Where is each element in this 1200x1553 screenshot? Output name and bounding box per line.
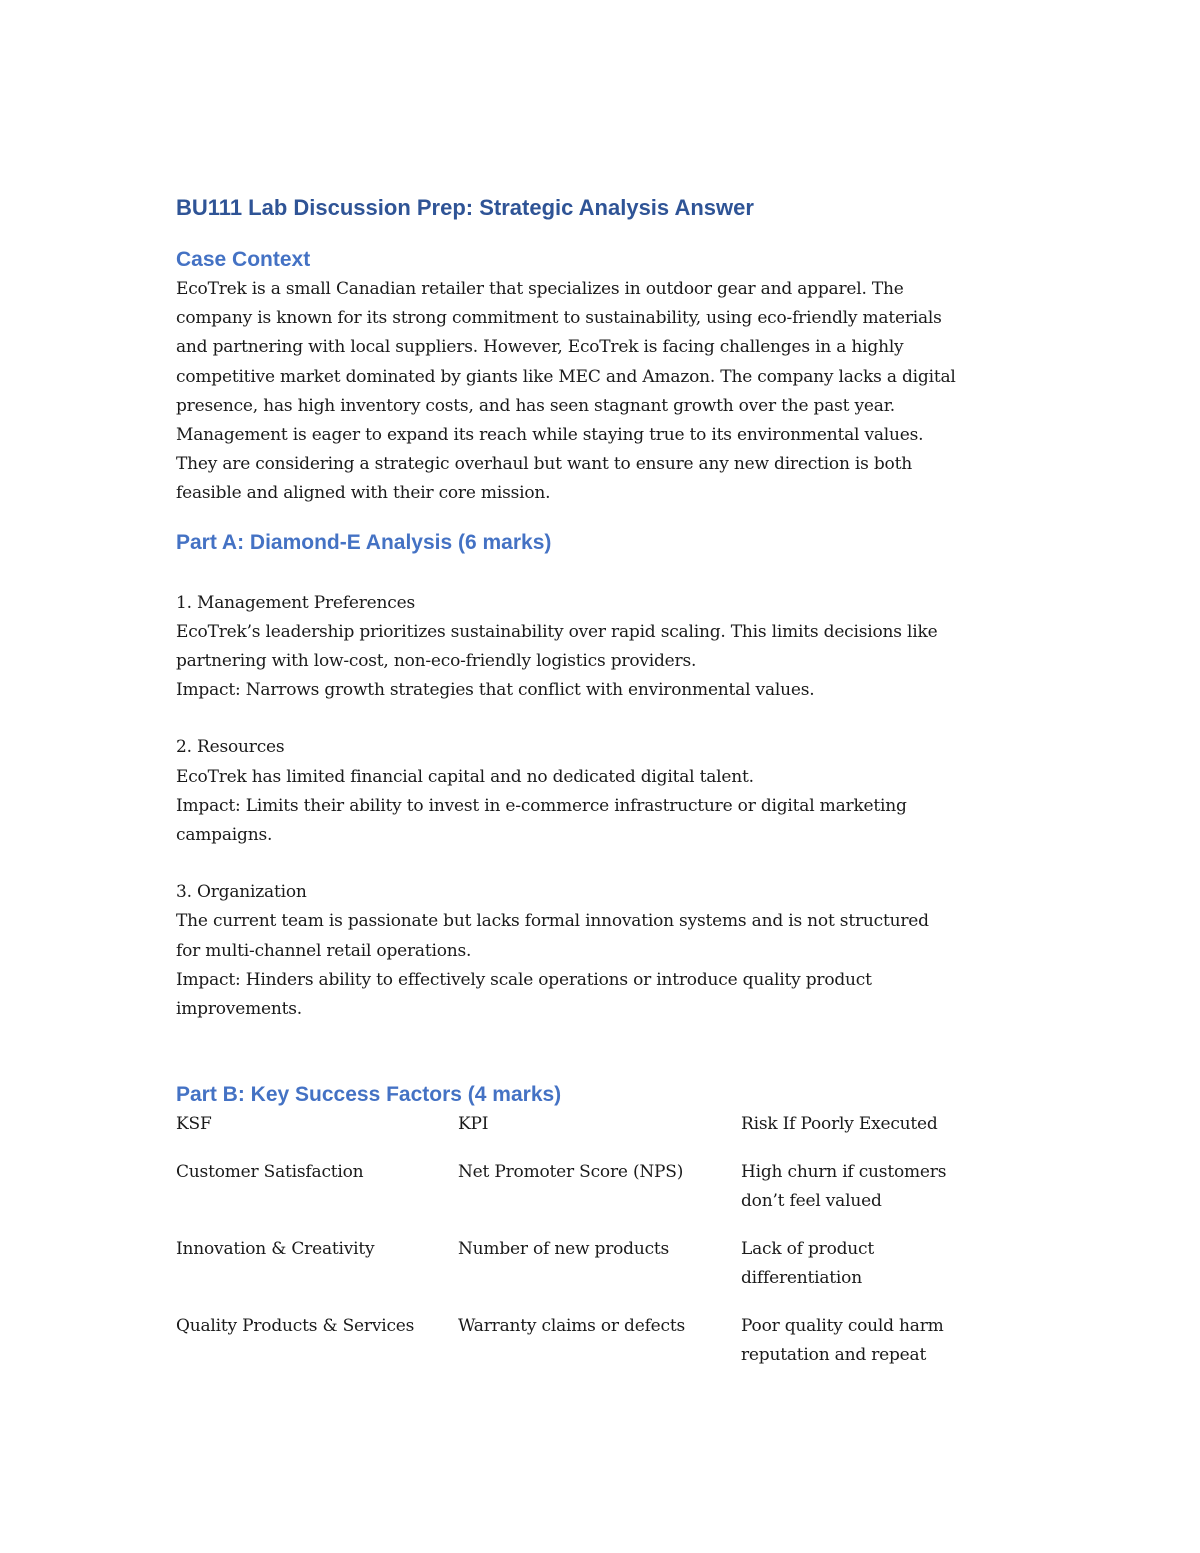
item-line: for multi-channel retail operations.	[176, 940, 472, 961]
risk-cell	[741, 1158, 1036, 1216]
item-impact: Impact: Narrows growth strategies that conflict with environmental values.	[176, 680, 815, 701]
risk-line: differentiation	[741, 1268, 862, 1289]
item-line: EcoTrek has limited financial capital and no dedicated digital talent.	[176, 766, 754, 787]
kpi-cell: Number of new products	[458, 1239, 670, 1260]
paragraph-line: competitive market dominated by giants like MEC and Amazon. The company lacks a digital	[176, 366, 956, 387]
paragraph-line: Management is eager to expand its reach while staying true to its environmental values.	[176, 425, 924, 446]
risk-line: reputation and repeat	[741, 1345, 927, 1366]
risk-line: don’t feel valued	[741, 1191, 882, 1212]
paragraph-line: and partnering with local suppliers. However, EcoTrek is facing challenges in a highly	[176, 337, 904, 358]
document-content	[176, 190, 1036, 1370]
column-header-kpi: KPI	[458, 1114, 489, 1135]
document-title: BU111 Lab Discussion Prep: Strategic Analysis Answer	[176, 195, 754, 220]
column-header-risk: Risk If Poorly Executed	[741, 1114, 938, 1135]
kpi-cell: Net Promoter Score (NPS)	[458, 1162, 684, 1183]
item-line: partnering with low-cost, non-eco-friendly logistics providers.	[176, 651, 697, 672]
case-context-paragraph	[176, 275, 1036, 509]
table-row	[176, 1158, 1036, 1216]
diamond-e-item-organization	[176, 878, 1036, 1024]
item-line: EcoTrek’s leadership prioritizes sustainability over rapid scaling. This limits decisions like	[176, 621, 938, 642]
ksf-table	[176, 1110, 1036, 1370]
item-line: The current team is passionate but lacks formal innovation systems and is not structured	[176, 911, 929, 932]
risk-line: Lack of product	[741, 1239, 875, 1260]
table-row	[176, 1312, 1036, 1370]
item-line: improvements.	[176, 999, 302, 1020]
ksf-cell: Quality Products & Services	[176, 1316, 415, 1337]
part-a-heading: Part A: Diamond-E Analysis (6 marks)	[176, 530, 552, 554]
risk-cell	[741, 1312, 1036, 1370]
diamond-e-item-management	[176, 589, 1036, 706]
paragraph-line: feasible and aligned with their core mission.	[176, 483, 551, 504]
column-header-ksf: KSF	[176, 1114, 212, 1135]
paragraph-line: company is known for its strong commitment to sustainability, using eco-friendly materials	[176, 308, 942, 329]
ksf-cell: Customer Satisfaction	[176, 1162, 364, 1183]
item-label: 1. Management Preferences	[176, 592, 415, 613]
case-context-heading: Case Context	[176, 248, 311, 271]
paragraph-line: presence, has high inventory costs, and has seen stagnant growth over the past year.	[176, 395, 895, 416]
paragraph-line: They are considering a strategic overhaul but want to ensure any new direction is both	[176, 454, 912, 475]
kpi-cell: Warranty claims or defects	[458, 1316, 686, 1337]
table-header-row	[176, 1110, 1036, 1139]
item-impact: Impact: Limits their ability to invest in e-commerce infrastructure or digital marketing	[176, 795, 907, 816]
item-impact: Impact: Hinders ability to effectively scale operations or introduce quality product	[176, 969, 872, 990]
item-line: campaigns.	[176, 825, 273, 846]
item-label: 2. Resources	[176, 737, 285, 758]
risk-line: High churn if customers	[741, 1162, 947, 1183]
diamond-e-item-resources	[176, 733, 1036, 850]
ksf-cell: Innovation & Creativity	[176, 1239, 375, 1260]
item-label: 3. Organization	[176, 882, 307, 903]
part-b-heading: Part B: Key Success Factors (4 marks)	[176, 1083, 562, 1107]
paragraph-line: EcoTrek is a small Canadian retailer that specializes in outdoor gear and apparel. The	[176, 279, 904, 299]
risk-cell	[741, 1235, 1036, 1293]
risk-line: Poor quality could harm	[741, 1316, 944, 1337]
table-row	[176, 1235, 1036, 1293]
